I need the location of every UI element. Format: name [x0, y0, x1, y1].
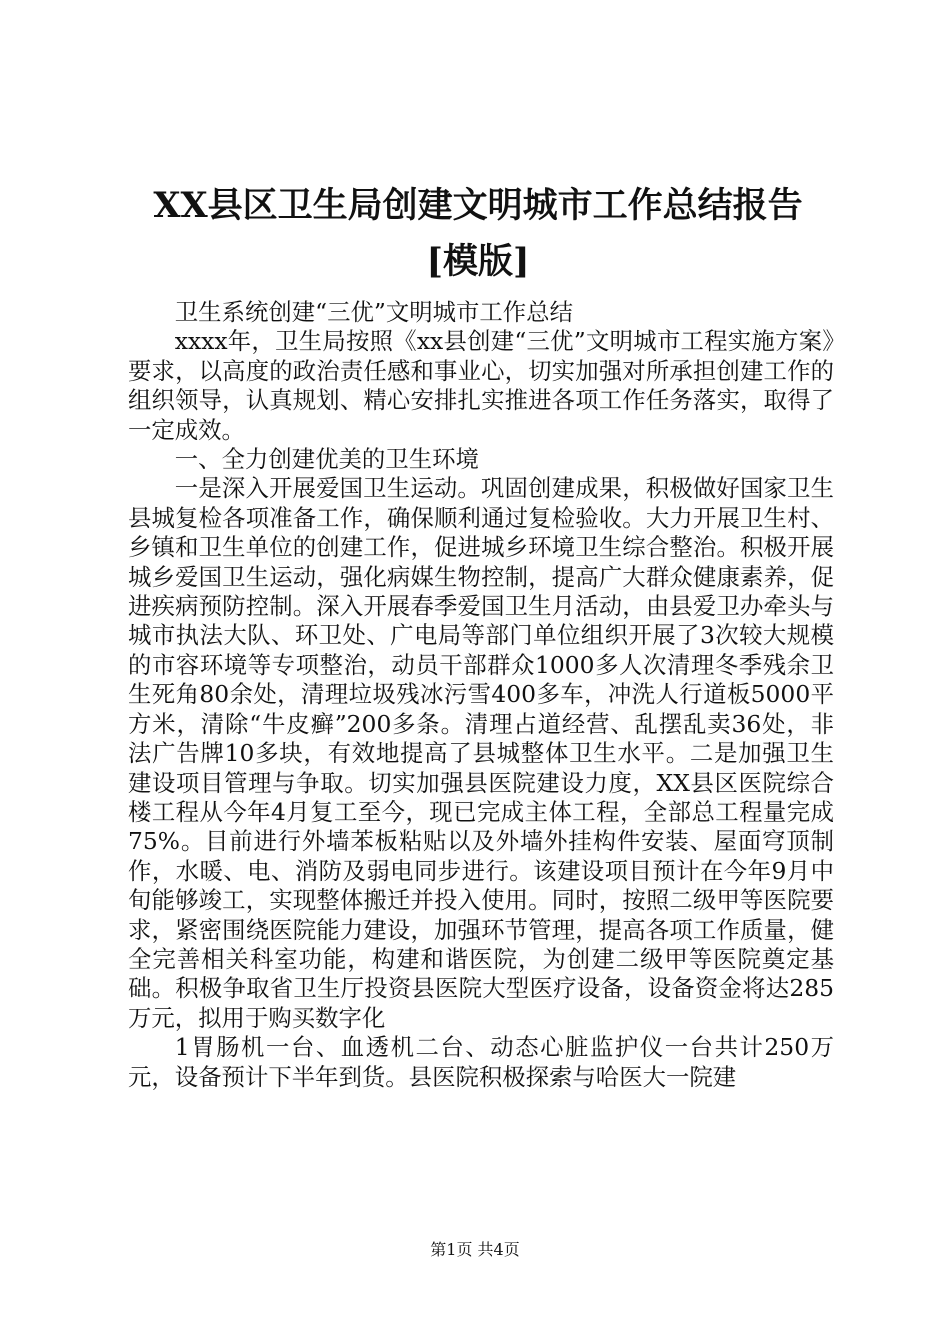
section-heading: 一、全力创建优美的卫生环境: [174, 445, 479, 474]
document-body: [128, 298, 834, 1092]
page-footer: 第1页 共4页: [430, 1240, 520, 1259]
section-heading: 卫生系统创建“三优”文明城市工作总结: [174, 298, 573, 326]
document-title: XX县区卫生局创建文明城市工作总结报告[模版]: [153, 185, 803, 282]
intro-paragraph: xxxx年，卫生局按照《xx县创建“三优”文明城市工程实施方案》要求，以高度的政治责任感和事业心，切实加强对所承担创建工作的组织领导，认真规划、精心安排扎实推进各项工作任务落实，取得了一定成效。: [128, 327, 834, 444]
body-paragraph: 1胃肠机一台、血透机二台、动态心脏监护仪一台共计250万元，设备预计下半年到货。县医院积极探索与哈医大一院建: [128, 1033, 834, 1091]
body-paragraph: 一是深入开展爱国卫生运动。巩固创建成果，积极做好国家卫生县城复检各项准备工作，确保顺利通过复检验收。大力开展卫生村、乡镇和卫生单位的创建工作，促进城乡环境卫生综合整治。积极开展城乡爱国卫生运动，强化病媒生物控制，提高广大群众健康素养，促进疾病预防控制。深入开展春季爱国卫生月活动，由县爱卫办牵头与城市执法大队、环卫处、广电局等部门单位组织开展了3次较大规模的市容环境等专项整治，动员干部群众1000多人次清理冬季残余卫生死角80余处，清理垃圾残冰污雪400多车，冲洗人行道板5000平方米，清除“牛皮癣”200多条。清理占道经营、乱摆乱卖36处，非法广告牌10多块，有效地提高了县城整体卫生水平。二是加强卫生建设项目管理与争取。切实加强县医院建设力度，XX县区医院综合楼工程从今年4月复工至今，现已完成主体工程，全部总工程量完成75%。目前进行外墙苯板粘贴以及外墙外挂构件安装、屋面穹顶制作，水暖、电、消防及弱电同步进行。该建设项目预计在今年9月中旬能够竣工，实现整体搬迁并投入使用。同时，按照二级甲等医院要求，紧密围绕医院能力建设，加强环节管理，提高各项工作质量，健全完善相关科室功能，构建和谐医院，为创建二级甲等医院奠定基础。积极争取省卫生厅投资县医院大型医疗设备，设备资金将达285万元，拟用于购买数字化: [128, 474, 834, 1032]
